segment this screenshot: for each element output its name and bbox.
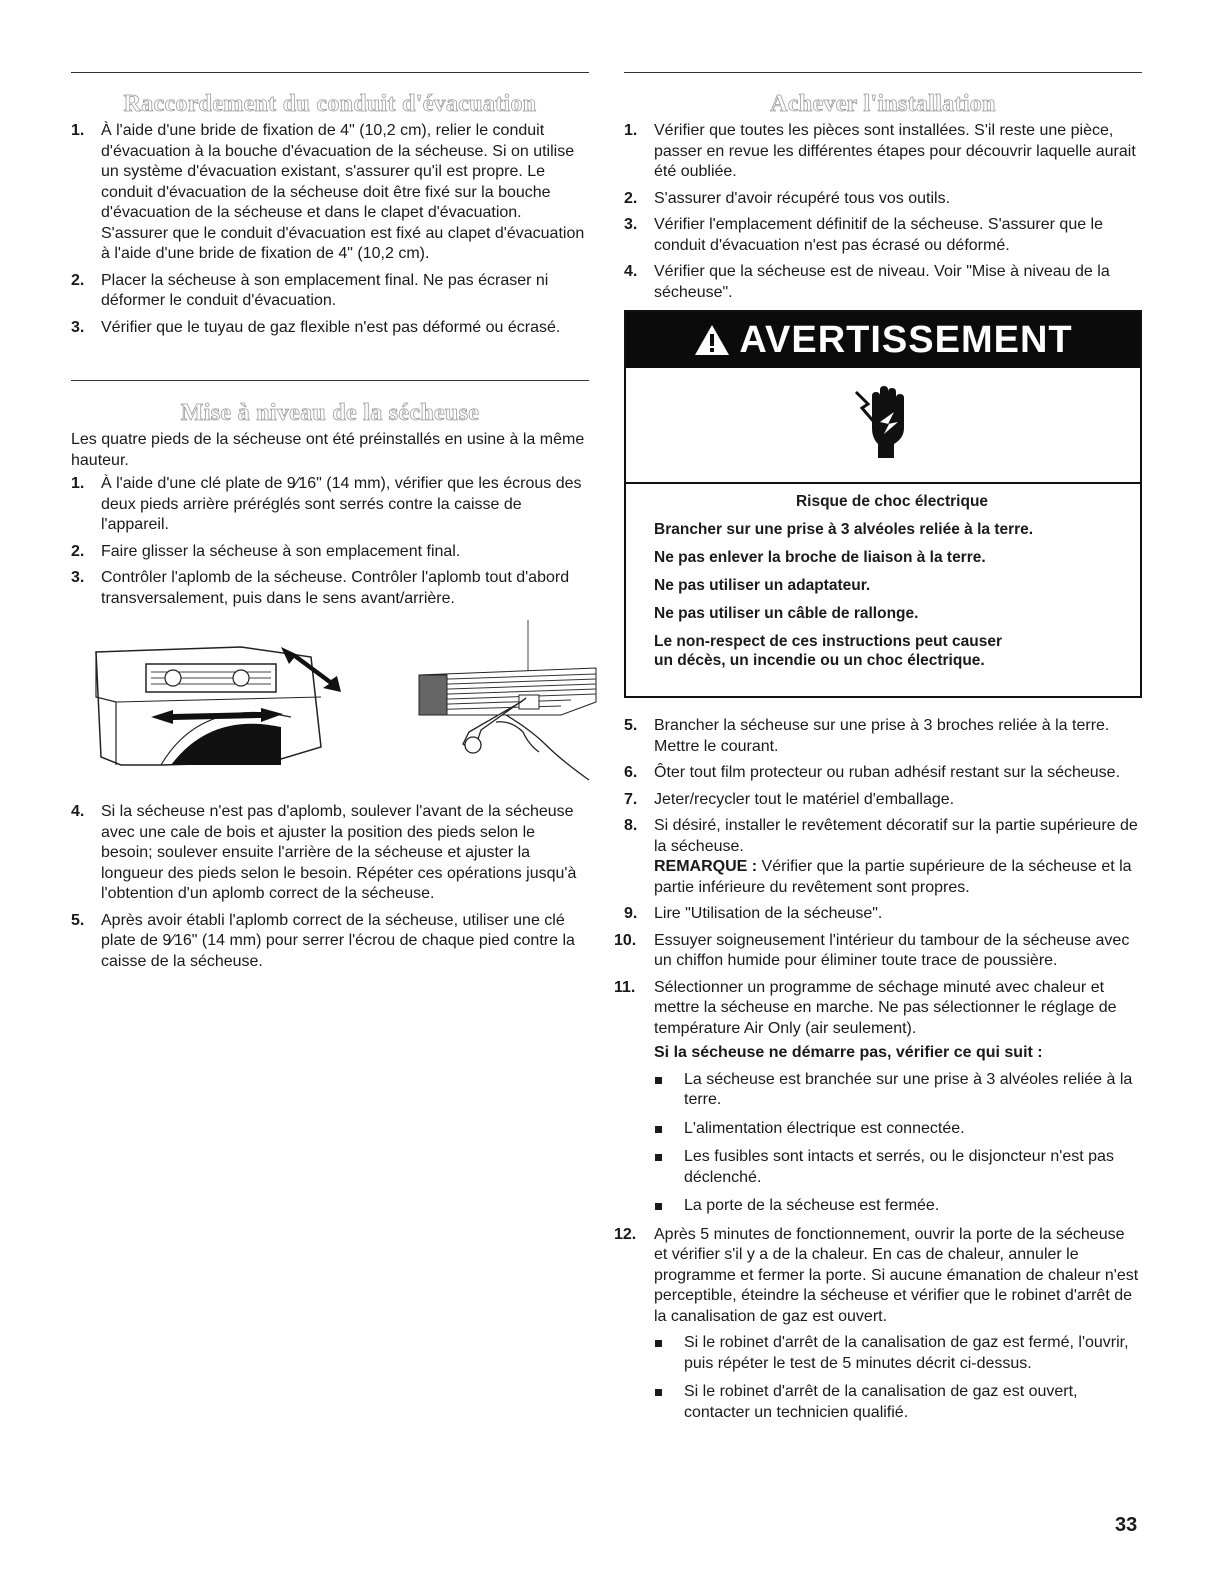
section-title-leveling: Mise à niveau de la sécheuse — [180, 400, 480, 426]
list-item: Les fusibles sont intacts et serrés, ou le disjoncteur n'est pas déclenché. — [654, 1147, 1142, 1188]
section-title-evacuation: Raccordement du conduit d'évacuation — [123, 91, 537, 117]
list-item: 1. Vérifier que toutes les pièces sont installées. S'il reste une pièce, passer en revue les différentes étapes pour découvrir laquelle aurait été oubliée. — [624, 122, 1136, 180]
list-item: La sécheuse est branchée sur une prise à 3 alvéoles reliée à la terre. — [654, 1070, 1142, 1111]
dryer-level-illustration — [91, 642, 391, 767]
page-number: 33 — [1115, 1514, 1138, 1536]
gas-valve-list — [654, 1333, 1142, 1423]
leveling-steps — [71, 474, 589, 615]
warning-box — [624, 310, 1142, 698]
section-rule — [71, 72, 589, 73]
section-rule — [624, 72, 1142, 73]
list-item: 10. Essuyer soigneusement l'intérieur du tambour de la sécheuse avec un chiffon humide pour éliminer toute trace de poussière. — [614, 931, 1130, 969]
list-item: 12. Après 5 minutes de fonctionnement, ouvrir la porte de la sécheuse et vérifier s'il y a de la chaleur. En cas de chaleur, annuler le programme et fermer la porte. Si aucune émanation de chaleur n'est perceptible, éteindre la sécheuse et vérifier que le robinet d'arrêt de la canalisation de gaz est ouvert. Si le robinet d'arrêt de la canalisation de gaz est fermé, l'ouvrir, puis répéter le test de 5 minutes décrit ci-dessus. Si le robinet d'arrêt de la canalisation de gaz est ouvert, contacter un technicien qualifié. — [624, 1225, 1142, 1424]
list-item: 7. Jeter/recycler tout le matériel d'emballage. — [624, 790, 955, 808]
list-item: 9. Lire "Utilisation de la sécheuse". — [624, 905, 883, 922]
evacuation-steps — [71, 121, 589, 344]
warning-text — [654, 492, 1130, 679]
warning-consequence: Le non-respect de ces instructions peut causer — [654, 633, 1002, 650]
leveling-intro: Les quatre pieds de la sécheuse ont été préinstallés en usine à la même hauteur. — [71, 431, 585, 469]
warning-line: Brancher sur une prise à 3 alvéoles reliée à la terre. — [654, 521, 1034, 538]
list-item: 11. Sélectionner un programme de séchage minuté avec chaleur et mettre la sécheuse en marche. Ne pas sélectionner le réglage de température Air Only (air seulement). Si la sécheuse ne démarre pas, vérifier ce qui suit : La sécheuse est branchée sur une prise à 3 alvéoles reliée à la terre. L'alimentation électrique est connectée. Les fusibles sont intacts et serrés, ou le disjoncteur n'est pas déclenché. La porte de la sécheuse est fermée. — [624, 978, 1142, 1217]
finish-steps-continued — [614, 716, 1142, 1431]
list-item: 5. Brancher la sécheuse sur une prise à 3 broches reliée à la terre. Mettre le courant. — [624, 717, 1110, 755]
list-item: 4. Si la sécheuse n'est pas d'aplomb, soulever l'avant de la sécheuse avec une cale de bois et ajuster la position des pieds selon le besoin; soulever ensuite l'arrière de la sécheuse et ajuster la longueur des pieds selon le besoin. Répéter ces opérations jusqu'à l'obtention d'un aplomb correct de la sécheuse. — [71, 803, 577, 902]
wrench-foot-illustration — [411, 620, 601, 790]
leveling-steps-continued — [71, 802, 589, 978]
list-item: 6. Ôter tout film protecteur ou ruban adhésif restant sur la sécheuse. — [624, 764, 1121, 781]
note-text: Vérifier que la partie supérieure de la sécheuse et la partie inférieure du revêtement sont propres. — [654, 858, 1132, 896]
check-title: Si la sécheuse ne démarre pas, vérifier ce qui suit : — [654, 1044, 1043, 1061]
list-item: 2. Placer la sécheuse à son emplacement final. Ne pas écraser ni déformer le conduit d'évacuation. — [71, 271, 549, 309]
electric-shock-icon — [854, 382, 914, 462]
warning-header — [626, 312, 1140, 368]
list-item: 4. Vérifier que la sécheuse est de niveau. Voir "Mise à niveau de la sécheuse". — [624, 263, 1110, 301]
list-item: 2. Faire glisser la sécheuse à son emplacement final. — [71, 542, 461, 560]
check-list — [654, 1070, 1142, 1217]
list-item: 2. S'assurer d'avoir récupéré tous vos outils. — [624, 189, 951, 207]
list-item: 1. À l'aide d'une clé plate de 9⁄16" (14 mm), vérifier que les écrous des deux pieds arrière préréglés sont serrés contre la caisse de l'appareil. — [71, 475, 582, 533]
list-item: Si le robinet d'arrêt de la canalisation de gaz est ouvert, contacter un technicien qualifié. — [654, 1382, 1142, 1423]
warning-triangle-icon — [693, 323, 731, 357]
warning-title: AVERTISSEMENT — [739, 318, 1073, 361]
warning-line: Ne pas utiliser un adaptateur. — [654, 577, 871, 594]
list-item: La porte de la sécheuse est fermée. — [654, 1196, 1142, 1217]
list-item: L'alimentation électrique est connectée. — [654, 1119, 1142, 1140]
list-item: 3. Vérifier l'emplacement définitif de la sécheuse. S'assurer que le conduit d'évacuation n'est pas écrasé ou déformé. — [624, 216, 1104, 254]
section-rule — [71, 380, 589, 381]
list-item: 5. Après avoir établi l'aplomb correct de la sécheuse, utiliser une clé plate de 9⁄16" (14 mm) pour serrer l'écrou de chaque pied contre la caisse de la sécheuse. — [71, 911, 575, 970]
list-item: 3. Contrôler l'aplomb de la sécheuse. Contrôler l'aplomb tout d'abord transversalement, puis dans le sens avant/arrière. — [71, 569, 570, 607]
warning-line: Ne pas enlever la broche de liaison à la terre. — [654, 549, 986, 566]
section-title-finish: Achever l'installation — [770, 91, 996, 117]
list-item: 8. Si désiré, installer le revêtement décoratif sur la partie supérieure de la sécheuse. REMARQUE : Vérifier que la partie supérieure de la sécheuse et la partie inférieure du revêtement sont propres. — [624, 817, 1138, 896]
list-item: Si le robinet d'arrêt de la canalisation de gaz est fermé, l'ouvrir, puis répéter le test de 5 minutes décrit ci-dessus. — [654, 1333, 1142, 1374]
warning-consequence: un décès, un incendie ou un choc électrique. — [654, 652, 985, 669]
list-item: 3. Vérifier que le tuyau de gaz flexible n'est pas déformé ou écrasé. — [71, 318, 561, 336]
list-item: 1. À l'aide d'une bride de fixation de 4" (10,2 cm), relier le conduit d'évacuation à la bouche d'évacuation de la sécheuse. Si on utilise un système d'évacuation existant, s'assurer qu'il est propre. Le conduit d'évacuation de la sécheuse doit être fixé sur la bouche d'évacuation de la sécheuse et dans le clapet d'évacuation. S'assurer que le conduit d'évacuation est fixé au clapet d'évacuation à l'aide d'une bride de fixation de 4" (10,2 cm). — [71, 122, 585, 262]
warning-icon-area — [626, 368, 1140, 484]
note-label: REMARQUE : — [654, 858, 758, 875]
warning-line: Ne pas utiliser un câble de rallonge. — [654, 605, 919, 622]
finish-steps — [624, 121, 1142, 309]
warning-risk: Risque de choc électrique — [795, 493, 989, 510]
